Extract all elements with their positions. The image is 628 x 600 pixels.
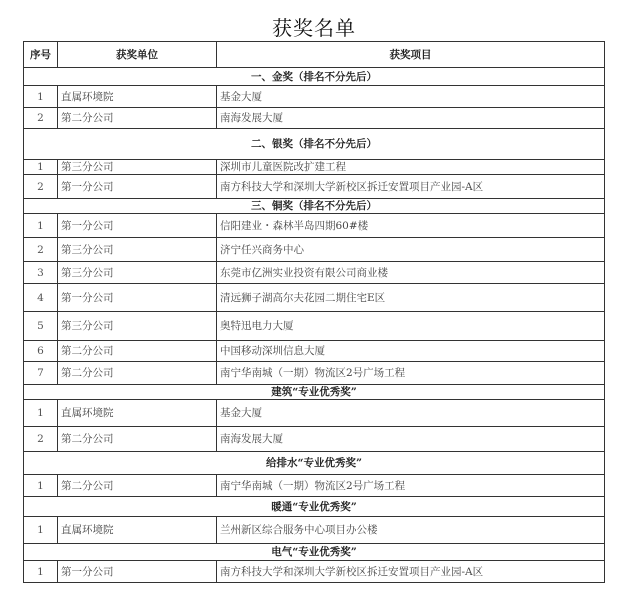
unit-cell: 直属环境院 xyxy=(58,86,217,108)
project-cell: 兰州新区综合服务中心项目办公楼 xyxy=(217,517,605,544)
seq-cell: 1 xyxy=(24,214,58,238)
table-row xyxy=(24,108,605,129)
project-cell: 奥特迅电力大厦 xyxy=(217,312,605,341)
project-cell: 南宁华南城（一期）物流区2号广场工程 xyxy=(217,475,605,497)
table-row xyxy=(24,262,605,284)
unit-cell: 第一分公司 xyxy=(58,284,217,312)
table-row xyxy=(24,475,605,497)
seq-cell: 4 xyxy=(24,284,58,312)
table-row xyxy=(24,175,605,199)
project-cell: 深圳市儿童医院改扩建工程 xyxy=(217,160,605,175)
project-cell: 南方科技大学和深圳大学新校区拆迁安置项目产业园-A区 xyxy=(217,175,605,199)
seq-cell: 1 xyxy=(24,86,58,108)
section-heading-row xyxy=(24,544,605,561)
project-cell: 南海发展大厦 xyxy=(217,108,605,129)
document-title: 获奖名单 xyxy=(272,16,356,40)
seq-cell: 5 xyxy=(24,312,58,341)
seq-cell: 1 xyxy=(24,400,58,427)
table-row xyxy=(24,284,605,312)
section-heading-silver: 二、银奖（排名不分先后） xyxy=(24,129,605,160)
project-cell: 清远狮子湖高尔夫花园二期住宅E区 xyxy=(217,284,605,312)
unit-cell: 第二分公司 xyxy=(58,475,217,497)
unit-cell: 第三分公司 xyxy=(58,262,217,284)
section-heading-bronze: 三、铜奖（排名不分先后） xyxy=(24,199,605,214)
seq-cell: 1 xyxy=(24,475,58,497)
table-row xyxy=(24,160,605,175)
project-cell: 信阳建业・森林半岛四期60#楼 xyxy=(217,214,605,238)
awards-table xyxy=(23,41,605,583)
table-row xyxy=(24,238,605,262)
seq-cell: 6 xyxy=(24,341,58,362)
seq-cell: 7 xyxy=(24,362,58,385)
section-heading-row xyxy=(24,497,605,517)
unit-cell: 第三分公司 xyxy=(58,312,217,341)
table-row xyxy=(24,400,605,427)
unit-cell: 第二分公司 xyxy=(58,362,217,385)
seq-cell: 3 xyxy=(24,262,58,284)
table-row xyxy=(24,341,605,362)
table-row xyxy=(24,86,605,108)
unit-cell: 第二分公司 xyxy=(58,427,217,452)
project-cell: 南海发展大厦 xyxy=(217,427,605,452)
section-heading-architecture: 建筑“专业优秀奖” xyxy=(24,385,605,400)
project-cell: 基金大厦 xyxy=(217,86,605,108)
unit-cell: 直属环境院 xyxy=(58,517,217,544)
unit-cell: 第一分公司 xyxy=(58,561,217,583)
section-heading-gold: 一、金奖（排名不分先后） xyxy=(24,68,605,86)
section-heading-row xyxy=(24,68,605,86)
column-header-project: 获奖项目 xyxy=(217,42,605,68)
column-header-seq: 序号 xyxy=(24,42,58,68)
unit-cell: 第二分公司 xyxy=(58,108,217,129)
section-heading-row xyxy=(24,452,605,475)
seq-cell: 1 xyxy=(24,517,58,544)
seq-cell: 2 xyxy=(24,108,58,129)
unit-cell: 第一分公司 xyxy=(58,214,217,238)
table-row xyxy=(24,362,605,385)
unit-cell: 第三分公司 xyxy=(58,160,217,175)
seq-cell: 1 xyxy=(24,561,58,583)
section-heading-row xyxy=(24,199,605,214)
section-heading-row xyxy=(24,385,605,400)
project-cell: 基金大厦 xyxy=(217,400,605,427)
seq-cell: 2 xyxy=(24,175,58,199)
table-row xyxy=(24,561,605,583)
project-cell: 中国移动深圳信息大厦 xyxy=(217,341,605,362)
project-cell: 东莞市亿洲实业投资有限公司商业楼 xyxy=(217,262,605,284)
unit-cell: 直属环境院 xyxy=(58,400,217,427)
section-heading-hvac: 暖通“专业优秀奖” xyxy=(24,497,605,517)
project-cell: 南宁华南城（一期）物流区2号广场工程 xyxy=(217,362,605,385)
section-heading-electrical: 电气“专业优秀奖” xyxy=(24,544,605,561)
table-header-row xyxy=(24,42,605,68)
unit-cell: 第一分公司 xyxy=(58,175,217,199)
column-header-unit: 获奖单位 xyxy=(58,42,217,68)
table-row xyxy=(24,427,605,452)
seq-cell: 2 xyxy=(24,238,58,262)
project-cell: 济宁任兴商务中心 xyxy=(217,238,605,262)
project-cell: 南方科技大学和深圳大学新校区拆迁安置项目产业园-A区 xyxy=(217,561,605,583)
unit-cell: 第二分公司 xyxy=(58,341,217,362)
seq-cell: 2 xyxy=(24,427,58,452)
seq-cell: 1 xyxy=(24,160,58,175)
table-row xyxy=(24,517,605,544)
unit-cell: 第三分公司 xyxy=(58,238,217,262)
section-heading-row xyxy=(24,129,605,160)
table-row xyxy=(24,312,605,341)
section-heading-plumbing: 给排水“专业优秀奖” xyxy=(24,452,605,475)
table-row xyxy=(24,214,605,238)
